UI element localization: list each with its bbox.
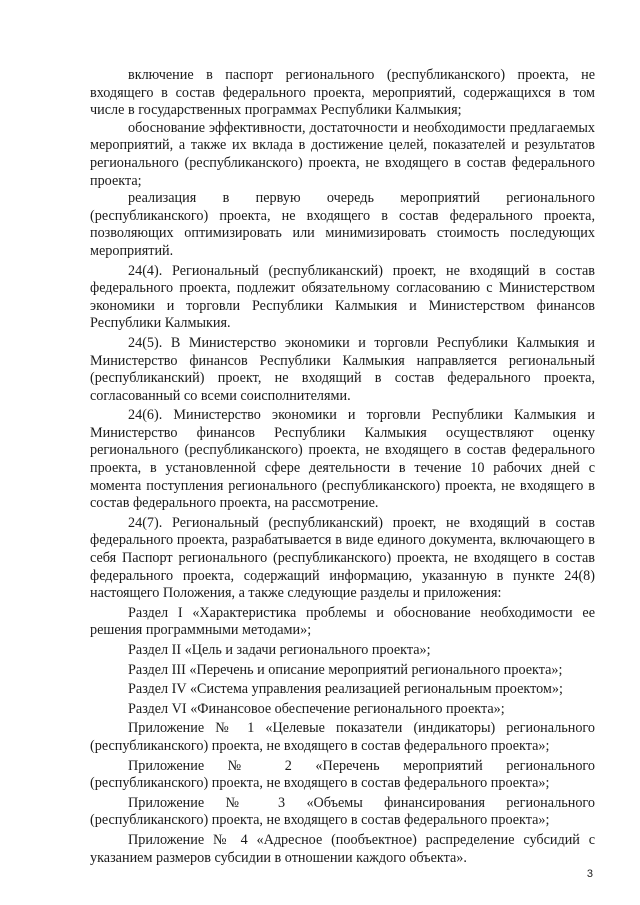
appendix-1-item: Приложение № 1 «Целевые показатели (индикаторы) регионального (республиканского) проекта, не входящего в состав федерального проекта»; [90,720,595,754]
paragraph-justification: обоснование эффективности, достаточности и необходимости предлагаемых мероприятий, а также их вклада в достижение целей, показателей и результатов регионального (республиканского) проекта, не входящего в состав федерального проекта; [90,119,595,189]
paragraph-passport-inclusion: включение в паспорт регионального (республиканского) проекта, не входящего в состав федерального проекта, мероприятий, содержащихся в том числе в государственных программах Республики Калмыкия; [90,67,595,119]
document-body [90,67,595,867]
section-i-item: Раздел I «Характеристика проблемы и обоснование необходимости ее решения программными методами»; [90,604,595,639]
paragraph-24-4: 24(4). Региональный (республиканский) проект, не входящий в состав федерального проекта, подлежит обязательному согласованию с Министерством экономики и торговли Республики Калмыкия и Министерством финансов Республики Калмыкия. [90,262,595,332]
paragraph-24-5: 24(5). В Министерство экономики и торговли Республики Калмыкия и Министерство финансов Республики Калмыкия направляется региональный (республиканский) проект, не входящий в состав федерального проекта, согласованный со всеми соисполнителями. [90,334,595,404]
appendix-4-item: Приложение № 4 «Адресное (пообъектное) распределение субсидий с указанием размеров субсидии в отношении каждого объекта». [90,831,595,866]
section-iii-item: Раздел III «Перечень и описание мероприятий регионального проекта»; [128,661,563,678]
section-ii-item: Раздел II «Цель и задачи регионального проекта»; [128,642,431,658]
paragraph-24-7: 24(7). Региональный (республиканский) проект, не входящий в состав федерального проекта, разрабатывается в виде единого документа, включающего в себя Паспорт регионального (республиканского) проекта, не входящего в состав федерального проекта, содержащий информацию, указанную в пункте 24(8) настоящего Положения, а также следующие разделы и приложения: [90,514,595,602]
paragraph-priority-implementation: реализация в первую очередь мероприятий регионального (республиканского) проекта, не входящего в состав федерального проекта, позволяющих оптимизировать или минимизировать стоимость последующих мероприятий. [90,190,595,259]
paragraph-24-6: 24(6). Министерство экономики и торговли Республики Калмыкия и Министерство финансов Республики Калмыкия осуществляют оценку регионального (республиканского) проекта, не входящего в состав федерального проекта, в установленной сфере деятельности в течение 10 рабочих дней с момента поступления регионального (республиканского) проекта, не входящего в состав федерального проекта, на рассмотрение. [90,407,595,512]
page-number: 3 [586,868,593,880]
appendix-3-item: Приложение № 3 «Объемы финансирования регионального (республиканского) проекта, не входящего в состав федерального проекта»; [90,794,595,829]
section-iv-item: Раздел IV «Система управления реализацией региональным проектом»; [128,681,563,698]
section-vi-item: Раздел VI «Финансовое обеспечение регионального проекта»; [128,700,505,717]
appendix-2-item: Приложение № 2 «Перечень мероприятий регионального (республиканского) проекта, не входящего в состав федерального проекта»; [90,757,595,792]
